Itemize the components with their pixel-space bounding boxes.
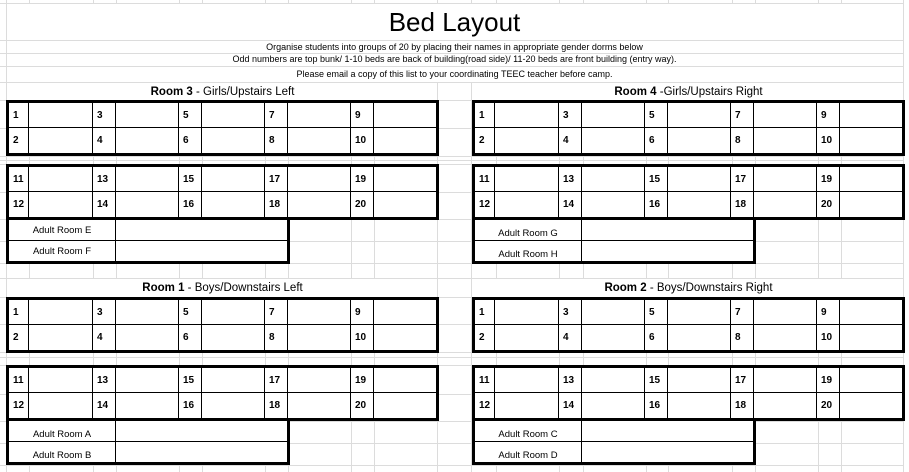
sheet-title: Bed Layout xyxy=(388,7,521,37)
bed-number: 8 xyxy=(731,128,754,153)
bed-number: 18 xyxy=(731,192,754,217)
bed-number: 14 xyxy=(93,192,116,217)
bed-name-cell[interactable] xyxy=(116,167,179,192)
bed-number: 3 xyxy=(93,300,116,325)
adult-room-name-cell[interactable] xyxy=(116,421,287,442)
bed-number: 15 xyxy=(179,368,202,393)
bed-number: 5 xyxy=(179,300,202,325)
room-description: - Girls/Upstairs Left xyxy=(192,86,295,98)
bed-name-cell[interactable] xyxy=(374,128,436,153)
bed-name-cell[interactable] xyxy=(582,192,645,217)
bed-name-cell[interactable] xyxy=(29,300,93,325)
bed-number: 14 xyxy=(559,393,582,418)
bed-number: 9 xyxy=(351,300,374,325)
bed-number: 11 xyxy=(475,167,495,192)
bed-number: 10 xyxy=(817,128,840,153)
bed-number: 15 xyxy=(645,167,668,192)
bed-number: 1 xyxy=(9,300,29,325)
bed-name-cell[interactable] xyxy=(116,192,179,217)
beds-1-10-block xyxy=(6,297,439,353)
adult-room-name-cell[interactable] xyxy=(116,241,287,261)
bed-name-cell[interactable] xyxy=(116,325,179,350)
bed-name-cell[interactable] xyxy=(582,167,645,192)
room-description: -Girls/Upstairs Right xyxy=(656,86,763,98)
bed-number: 13 xyxy=(559,368,582,393)
bed-number: 1 xyxy=(475,300,495,325)
bed-name-cell[interactable] xyxy=(374,192,436,217)
bed-name-cell[interactable] xyxy=(582,300,645,325)
gridline xyxy=(0,156,904,157)
bed-name-cell[interactable] xyxy=(288,393,351,418)
bed-name-cell[interactable] xyxy=(668,393,731,418)
bed-number: 7 xyxy=(731,300,754,325)
bed-number: 2 xyxy=(9,325,29,350)
instruction-line: Organise students into groups of 20 by placing their names in appropriate gender dorms below xyxy=(266,42,643,52)
bed-number: 16 xyxy=(179,192,202,217)
bed-name-cell[interactable] xyxy=(202,393,265,418)
bed-number: 7 xyxy=(265,103,288,128)
bed-name-cell[interactable] xyxy=(29,325,93,350)
bed-number: 6 xyxy=(179,325,202,350)
bed-number: 4 xyxy=(93,128,116,153)
beds-11-20-block xyxy=(6,365,439,421)
bed-number: 15 xyxy=(645,368,668,393)
bed-name-cell[interactable] xyxy=(582,103,645,128)
bed-number: 17 xyxy=(265,368,288,393)
bed-number: 4 xyxy=(559,325,582,350)
bed-number: 20 xyxy=(817,393,840,418)
bed-number: 10 xyxy=(351,128,374,153)
bed-name-cell[interactable] xyxy=(495,192,559,217)
bed-number: 9 xyxy=(351,103,374,128)
bed-number: 16 xyxy=(645,393,668,418)
bed-name-cell[interactable] xyxy=(840,325,902,350)
bed-name-cell[interactable] xyxy=(374,300,436,325)
bed-name-cell[interactable] xyxy=(495,393,559,418)
beds-11-20-block xyxy=(6,164,439,220)
bed-number: 19 xyxy=(817,368,840,393)
bed-number: 6 xyxy=(645,128,668,153)
beds-11-20-block xyxy=(472,365,905,421)
bed-name-cell[interactable] xyxy=(374,325,436,350)
bed-name-cell[interactable] xyxy=(754,192,817,217)
adult-room-label: Adult Room C xyxy=(475,421,582,442)
bed-name-cell[interactable] xyxy=(840,192,902,217)
adult-room-name-cell[interactable] xyxy=(582,220,753,241)
bed-number: 13 xyxy=(559,167,582,192)
bed-number: 11 xyxy=(9,368,29,393)
bed-number: 19 xyxy=(351,167,374,192)
room-title xyxy=(472,279,905,297)
bed-number: 12 xyxy=(9,393,29,418)
room-name: Room 3 xyxy=(150,86,193,98)
bed-name-cell[interactable] xyxy=(754,368,817,393)
bed-name-cell[interactable] xyxy=(374,103,436,128)
bed-number: 20 xyxy=(351,192,374,217)
bed-name-cell[interactable] xyxy=(840,128,902,153)
bed-name-cell[interactable] xyxy=(202,368,265,393)
bed-name-cell[interactable] xyxy=(202,325,265,350)
bed-name-cell[interactable] xyxy=(668,325,731,350)
bed-name-cell[interactable] xyxy=(582,325,645,350)
bed-number: 19 xyxy=(817,167,840,192)
bed-name-cell[interactable] xyxy=(116,300,179,325)
bed-name-cell[interactable] xyxy=(840,103,902,128)
room-description: - Boys/Downstairs Left xyxy=(184,282,303,294)
bed-number: 1 xyxy=(475,103,495,128)
bed-name-cell[interactable] xyxy=(495,300,559,325)
bed-number: 2 xyxy=(475,128,495,153)
bed-name-cell[interactable] xyxy=(29,368,93,393)
bed-number: 9 xyxy=(817,300,840,325)
bed-name-cell[interactable] xyxy=(374,167,436,192)
bed-number: 18 xyxy=(265,192,288,217)
bed-name-cell[interactable] xyxy=(374,368,436,393)
adult-room-label: Adult Room G xyxy=(475,220,582,241)
adult-room-name-cell[interactable] xyxy=(582,421,753,442)
bed-name-cell[interactable] xyxy=(288,325,351,350)
adult-rooms-block xyxy=(6,217,290,264)
bed-number: 5 xyxy=(645,300,668,325)
bed-name-cell[interactable] xyxy=(116,103,179,128)
adult-room-name-cell[interactable] xyxy=(116,220,287,241)
bed-name-cell[interactable] xyxy=(29,167,93,192)
bed-number: 5 xyxy=(645,103,668,128)
beds-11-20-block xyxy=(472,164,905,220)
bed-name-cell[interactable] xyxy=(495,128,559,153)
bed-name-cell[interactable] xyxy=(582,393,645,418)
adult-rooms-block xyxy=(6,418,290,465)
bed-number: 17 xyxy=(265,167,288,192)
adult-room-label: Adult Room B xyxy=(9,442,116,462)
bed-name-cell[interactable] xyxy=(840,393,902,418)
bed-name-cell[interactable] xyxy=(754,300,817,325)
bed-name-cell[interactable] xyxy=(202,128,265,153)
bed-number: 16 xyxy=(645,192,668,217)
gridline xyxy=(0,357,904,358)
room-name: Room 4 xyxy=(614,86,657,98)
bed-name-cell[interactable] xyxy=(288,368,351,393)
adult-room-label: Adult Room H xyxy=(475,241,582,261)
room-title xyxy=(472,85,905,100)
adult-room-label: Adult Room E xyxy=(9,220,116,241)
bed-name-cell[interactable] xyxy=(668,128,731,153)
bed-name-cell[interactable] xyxy=(495,368,559,393)
adult-room-name-cell[interactable] xyxy=(582,442,753,462)
bed-name-cell[interactable] xyxy=(582,128,645,153)
bed-number: 17 xyxy=(731,368,754,393)
bed-number: 12 xyxy=(475,192,495,217)
bed-name-cell[interactable] xyxy=(288,103,351,128)
bed-name-cell[interactable] xyxy=(668,167,731,192)
bed-name-cell[interactable] xyxy=(288,192,351,217)
bed-name-cell[interactable] xyxy=(668,192,731,217)
adult-rooms-block xyxy=(472,418,756,465)
bed-name-cell[interactable] xyxy=(668,368,731,393)
bed-name-cell[interactable] xyxy=(495,325,559,350)
bed-number: 3 xyxy=(559,300,582,325)
adult-room-name-cell[interactable] xyxy=(116,442,287,462)
room-name: Room 2 xyxy=(604,282,647,294)
bed-name-cell[interactable] xyxy=(668,103,731,128)
bed-number: 9 xyxy=(817,103,840,128)
gridline xyxy=(0,465,904,466)
bed-number: 14 xyxy=(93,393,116,418)
bed-number: 3 xyxy=(559,103,582,128)
bed-name-cell[interactable] xyxy=(840,300,902,325)
bed-number: 8 xyxy=(265,128,288,153)
bed-name-cell[interactable] xyxy=(29,103,93,128)
bed-name-cell[interactable] xyxy=(668,300,731,325)
bed-name-cell[interactable] xyxy=(202,103,265,128)
gridline xyxy=(0,160,904,161)
adult-room-label: Adult Room A xyxy=(9,421,116,442)
bed-name-cell[interactable] xyxy=(29,393,93,418)
bed-name-cell[interactable] xyxy=(202,167,265,192)
bed-name-cell[interactable] xyxy=(202,300,265,325)
bed-number: 19 xyxy=(351,368,374,393)
bed-name-cell[interactable] xyxy=(116,393,179,418)
bed-number: 16 xyxy=(179,393,202,418)
bed-number: 20 xyxy=(817,192,840,217)
adult-room-label: Adult Room D xyxy=(475,442,582,462)
adult-room-name-cell[interactable] xyxy=(582,241,753,261)
bed-name-cell[interactable] xyxy=(288,167,351,192)
adult-room-label: Adult Room F xyxy=(9,241,116,261)
bed-number: 14 xyxy=(559,192,582,217)
bed-name-cell[interactable] xyxy=(202,192,265,217)
bed-number: 12 xyxy=(475,393,495,418)
bed-name-cell[interactable] xyxy=(582,368,645,393)
bed-number: 15 xyxy=(179,167,202,192)
bed-name-cell[interactable] xyxy=(495,103,559,128)
bed-number: 4 xyxy=(559,128,582,153)
bed-number: 2 xyxy=(475,325,495,350)
bed-number: 8 xyxy=(731,325,754,350)
bed-number: 11 xyxy=(475,368,495,393)
bed-number: 7 xyxy=(731,103,754,128)
bed-name-cell[interactable] xyxy=(288,128,351,153)
bed-number: 18 xyxy=(731,393,754,418)
bed-number: 4 xyxy=(93,325,116,350)
bed-name-cell[interactable] xyxy=(754,167,817,192)
bed-name-cell[interactable] xyxy=(754,325,817,350)
beds-1-10-block xyxy=(472,100,905,156)
bed-number: 13 xyxy=(93,167,116,192)
bed-number: 10 xyxy=(817,325,840,350)
bed-name-cell[interactable] xyxy=(840,167,902,192)
adult-rooms-block xyxy=(472,217,756,264)
bed-number: 10 xyxy=(351,325,374,350)
room-name: Room 1 xyxy=(142,282,185,294)
bed-number: 6 xyxy=(645,325,668,350)
bed-number: 7 xyxy=(265,300,288,325)
bed-number: 12 xyxy=(9,192,29,217)
bed-name-cell[interactable] xyxy=(754,393,817,418)
bed-name-cell[interactable] xyxy=(29,128,93,153)
bed-number: 13 xyxy=(93,368,116,393)
bed-number: 1 xyxy=(9,103,29,128)
bed-name-cell[interactable] xyxy=(840,368,902,393)
bed-number: 17 xyxy=(731,167,754,192)
beds-1-10-block xyxy=(472,297,905,353)
room-description: - Boys/Downstairs Right xyxy=(646,282,773,294)
bed-name-cell[interactable] xyxy=(116,368,179,393)
bed-number: 8 xyxy=(265,325,288,350)
bed-name-cell[interactable] xyxy=(29,192,93,217)
instruction-line: Odd numbers are top bunk/ 1-10 beds are back of building(road side)/ 11-20 beds are front building (entry way). xyxy=(232,54,677,64)
bed-name-cell[interactable] xyxy=(754,103,817,128)
room-title xyxy=(6,279,439,297)
instruction-line: Please email a copy of this list to your coordinating TEEC teacher before camp. xyxy=(296,69,613,79)
bed-name-cell[interactable] xyxy=(495,167,559,192)
beds-1-10-block xyxy=(6,100,439,156)
bed-name-cell[interactable] xyxy=(116,128,179,153)
bed-name-cell[interactable] xyxy=(374,393,436,418)
bed-number: 20 xyxy=(351,393,374,418)
bed-number: 18 xyxy=(265,393,288,418)
bed-number: 11 xyxy=(9,167,29,192)
bed-number: 2 xyxy=(9,128,29,153)
bed-name-cell[interactable] xyxy=(288,300,351,325)
bed-number: 5 xyxy=(179,103,202,128)
bed-number: 6 xyxy=(179,128,202,153)
room-title xyxy=(6,85,439,100)
bed-number: 3 xyxy=(93,103,116,128)
bed-name-cell[interactable] xyxy=(754,128,817,153)
